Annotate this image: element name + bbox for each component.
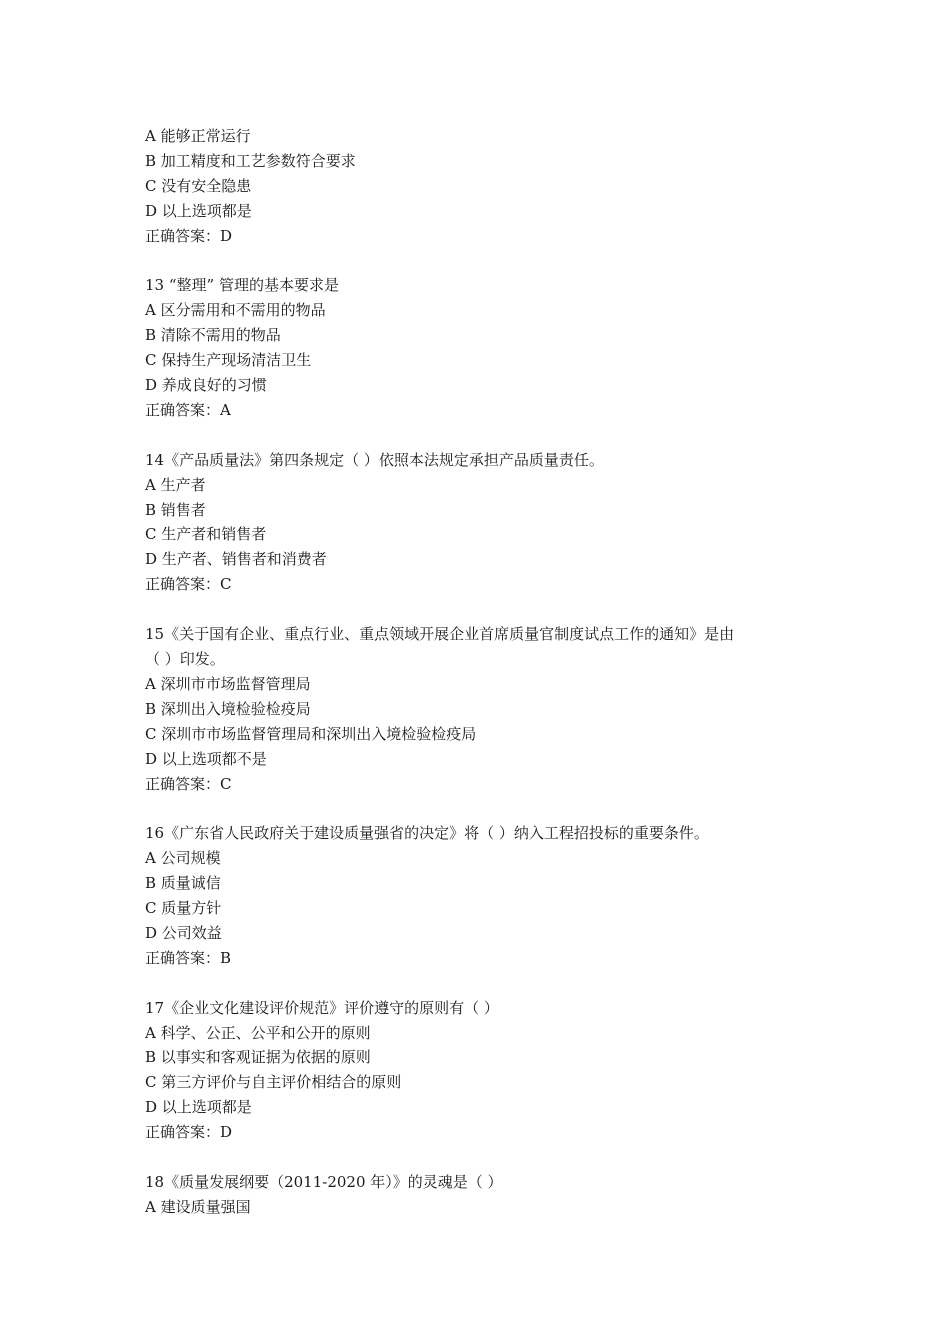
text-line: 18《质量发展纲要（2011-2020 年）》的灵魂是（ ）	[145, 1172, 503, 1191]
paragraph-gap	[145, 796, 825, 821]
text-line: 15《关于国有企业、重点行业、重点领域开展企业首席质量官制度试点工作的通知》是由	[145, 625, 735, 644]
text-line: C 保持生产现场清洁卫生	[145, 351, 312, 370]
text-line: D 以上选项都是	[145, 201, 252, 220]
text-line: B 以事实和客观证据为依据的原则	[145, 1048, 371, 1067]
text-line: A 区分需用和不需用的物品	[145, 301, 326, 320]
question-block	[145, 996, 825, 1145]
paragraph-gap	[145, 1145, 825, 1170]
question-block	[145, 1170, 825, 1220]
text-line: D 生产者、销售者和消费者	[145, 550, 327, 569]
text-line: 13 “整理” 管理的基本要求是	[145, 276, 339, 295]
text-line: B 销售者	[145, 500, 206, 519]
text-line: 14《产品质量法》第四条规定（ ）依照本法规定承担产品质量责任。	[145, 450, 604, 469]
text-line: 正确答案：C	[145, 774, 232, 793]
text-line: B 深圳出入境检验检疫局	[145, 699, 311, 718]
text-line: A 公司规模	[145, 849, 221, 868]
text-line: 正确答案：D	[145, 1123, 233, 1142]
paragraph-gap	[145, 423, 825, 448]
question-block	[145, 821, 825, 970]
text-line: C 第三方评价与自主评价相结合的原则	[145, 1073, 402, 1092]
text-line: 16《广东省人民政府关于建设质量强省的决定》将（ ）纳入工程招投标的重要条件。	[145, 824, 709, 843]
text-line: 正确答案：B	[145, 948, 232, 967]
text-line: C 没有安全隐患	[145, 176, 252, 195]
text-line: A 能够正常运行	[145, 127, 251, 145]
text-line: C 深圳市市场监督管理局和深圳出入境检验检疫局	[145, 724, 477, 743]
paragraph-gap	[145, 249, 825, 274]
question-block	[145, 622, 825, 796]
text-line: C 质量方针	[145, 899, 222, 918]
text-line: A 深圳市市场监督管理局	[145, 674, 311, 693]
text-line: B 加工精度和工艺参数符合要求	[145, 151, 356, 170]
text-line: D 以上选项都不是	[145, 749, 267, 768]
question-block	[145, 124, 825, 249]
text-line: A 生产者	[145, 475, 206, 494]
text-line: B 清除不需用的物品	[145, 326, 281, 345]
text-line: （ ）印发。	[145, 649, 225, 668]
text-line: 正确答案：C	[145, 575, 232, 594]
paragraph-gap	[145, 971, 825, 996]
text-line: 17《企业文化建设评价规范》评价遵守的原则有（ ）	[145, 998, 499, 1017]
paragraph-gap	[145, 597, 825, 622]
text-line: D 公司效益	[145, 923, 222, 942]
text-line: A 科学、公正、公平和公开的原则	[145, 1023, 371, 1042]
text-line: 正确答案：D	[145, 226, 233, 245]
question-block	[145, 273, 825, 422]
text-line: A 建设质量强国	[145, 1197, 251, 1216]
text-line: B 质量诚信	[145, 874, 221, 893]
text-line: C 生产者和销售者	[145, 525, 267, 544]
text-line: D 以上选项都是	[145, 1098, 252, 1117]
text-line: D 养成良好的习惯	[145, 376, 267, 395]
text-line: 正确答案：A	[145, 400, 231, 419]
question-block	[145, 448, 825, 597]
document-body	[145, 124, 825, 1220]
